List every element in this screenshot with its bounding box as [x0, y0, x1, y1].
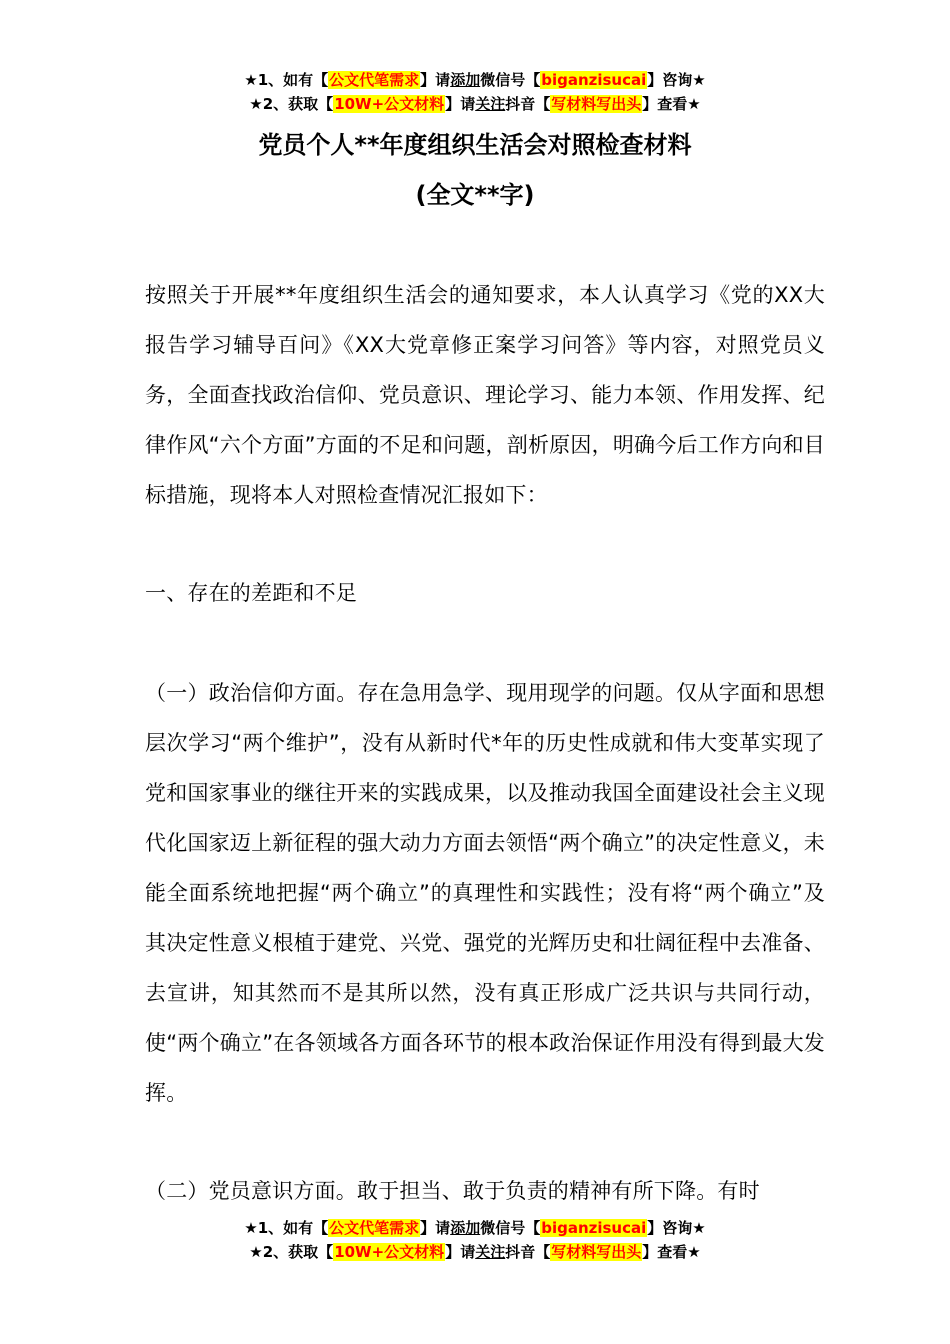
promo-suffix: 】咨询★: [647, 71, 706, 89]
promo-line-1: [0, 1216, 950, 1240]
promo-underlined: 关注: [475, 1243, 506, 1261]
promo-prefix: ★1、如有【: [244, 1219, 329, 1237]
section-heading-1: 一、存在的差距和不足: [145, 581, 357, 605]
section-1-paragraph: （一）政治信仰方面。存在急用急学、现用现学的问题。仅从字面和思想层次学习“两个维护”，没有从新时代*年的历史性成就和伟大变革实现了党和国家事业的继往开来的实践成果，以及推动我国全面建设社会主义现代化国家迈上新征程的强大动力方面去领悟“两个确立”的决定性意义，未能全面系统地把握“两个确立”的真理性和实践性；没有将“两个确立”及其决定性意义根植于建党、兴党、强党的光辉历史和壮阔征程中去准备、去宣讲，知其然而不是其所以然，没有真正形成广泛共识与共同行动，使“两个确立”在各领域各方面各环节的根本政治保证作用没有得到最大发挥。: [145, 681, 825, 1105]
promo-underlined: 关注: [475, 95, 506, 113]
promo-text: 】请: [445, 95, 476, 113]
promo-underlined: 添加: [450, 1219, 481, 1237]
promo-banner-top: [0, 68, 950, 116]
promo-suffix: 】查看★: [642, 1243, 701, 1261]
promo-text: 抖音【: [505, 1243, 551, 1261]
promo-highlight: 10W+公文材料: [334, 1243, 445, 1261]
section-2-paragraph: （二）党员意识方面。敢于担当、敢于负责的精神有所下降。有时: [145, 1179, 760, 1203]
promo-suffix: 】查看★: [642, 95, 701, 113]
promo-highlight: 公文代笔需求: [329, 71, 420, 89]
promo-suffix: 】咨询★: [647, 1219, 706, 1237]
promo-text: 】请: [420, 71, 451, 89]
promo-text: 】请: [420, 1219, 451, 1237]
promo-prefix: ★1、如有【: [244, 71, 329, 89]
promo-text: 抖音【: [505, 95, 551, 113]
promo-text: 】请: [445, 1243, 476, 1261]
promo-line-1: [0, 68, 950, 92]
promo-prefix: ★2、获取【: [249, 1243, 334, 1261]
promo-banner-bottom: [0, 1216, 950, 1264]
promo-text: 微信号【: [480, 71, 541, 89]
promo-prefix: ★2、获取【: [249, 95, 334, 113]
promo-highlight-wechat: biganzisucai: [541, 1219, 647, 1237]
promo-text: 微信号【: [480, 1219, 541, 1237]
promo-highlight-douyin: 写材料写出头: [551, 95, 642, 113]
document-title: 党员个人**年度组织生活会对照检查材料: [258, 131, 692, 159]
intro-paragraph: 按照关于开展**年度组织生活会的通知要求，本人认真学习《党的XX大报告学习辅导百问》《XX大党章修正案学习问答》等内容，对照党员义务，全面查找政治信仰、党员意识、理论学习、能力本领、作用发挥、纪律作风“六个方面”方面的不足和问题，剖析原因，明确今后工作方向和目标措施，现将本人对照检查情况汇报如下：: [145, 283, 825, 507]
promo-line-2: [0, 92, 950, 116]
promo-underlined: 添加: [450, 71, 481, 89]
document-subtitle: (全文**字): [415, 181, 535, 209]
promo-highlight-wechat: biganzisucai: [541, 71, 647, 89]
promo-highlight-douyin: 写材料写出头: [551, 1243, 642, 1261]
promo-highlight: 10W+公文材料: [334, 95, 445, 113]
promo-highlight: 公文代笔需求: [329, 1219, 420, 1237]
promo-line-2: [0, 1240, 950, 1264]
